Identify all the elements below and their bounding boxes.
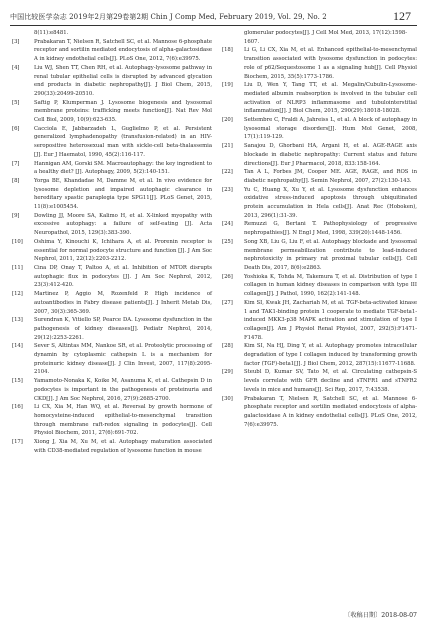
reference-text: Kim SI, Kwak JH, Zachariah M, et al. TGF-beta-activated kinase 1 and TAK1-binding protein 1 cooperate to mediate TGF-beta1-induced MKK3-p38 MAPK activation and stimulation of type I collagen[J]. Am J Physiol Renal Physiol, 2007, 292(5):F1471-F1478. [244, 299, 417, 341]
reference-number: [5] [12, 99, 20, 106]
reference-text: Surendran K, Vitiello SP, Pearce DA. Lysosome dysfunction in the pathogenesis of kidney diseases[J]. Pediatr Nephrol, 2014, 29(12):2253-2261. [34, 317, 212, 341]
reference-text: Yorga BE, Khandadae M, Damme M, et al. In vivo evidence for lysosome depletion and impaired autophagic clearance in hereditary spastic paraplegia type SPG11[J]. PLoS Genet, 2015, 11(8):e1005454. [34, 177, 212, 211]
reference-number: [11] [12, 264, 23, 271]
reference-number: [20] [222, 117, 233, 124]
reference-item [222, 168, 417, 185]
reference-text: Oshima Y, Kinouchi K, Ichihara A, et al. Prorenin receptor is essential for normal podocyte structure and function [J]. J Am Soc Nephrol, 2011, 22(12):2203-2212. [34, 238, 212, 263]
reference-item [12, 99, 212, 125]
reference-text: Remuzzi G, Bertani T. Pathophysiology of progressive nephropathies[J]. N Engl J Med, 1998, 339(20):1448-1456. [244, 221, 417, 237]
reference-number: [19] [222, 82, 233, 89]
reference-column-left [12, 29, 212, 455]
reference-number: [30] [222, 395, 233, 402]
reference-item [222, 81, 417, 116]
reference-number: [7] [12, 160, 20, 167]
running-header [10, 9, 417, 26]
reference-item [222, 116, 417, 142]
reference-text: Kim SI, Na HJ, Ding Y, et al. Autophagy promotes intracellular degradation of type I collagen induced by transforming growth factor (TGF)-beta1[J]. J Biol Chem, 2012, 287(15):11677-11688. [244, 343, 417, 367]
reference-text: Dowling JJ, Moore SA, Kalimo H, et al. X-linked myopathy with excessive autophagy: a failure of self-eating [J]. Acta Neuropathol, 2015, 129(3):383-390. [34, 212, 212, 237]
page-number: 127 [393, 9, 411, 23]
reference-text: Tan A L, Forbes JM, Cooper ME. AGE, RAGE, and ROS in diabetic nephropathy[J]. Semin Nephrol, 2007, 27(2):130-143. [244, 169, 417, 184]
reference-text: Yoshioka K, Tohda M, Takemura T, et al. Distribution of type I collagen in human kidney diseases in comparison with type III collagen[J]. J Pathol, 1990, 162(2):141-148. [244, 273, 417, 298]
reference-number: [14] [12, 343, 23, 350]
reference-text: Li CX, Xia M, Han WQ, et al. Reversal by growth hormone of homocysteine-induced epithelial-to-mesenchymal transition through membrane raft-redox signaling in podocytes[J]. Cell Physiol Biochem, 2011, 27(6):691-702. [34, 404, 212, 437]
reference-item [12, 125, 212, 160]
reference-text: Settembre C, Fraldi A, Jahreiss L, et al. A block of autophagy in lysosomal storage disorders[J]. Hum Mol Genet, 2008, 17(1):119-129. [244, 117, 417, 141]
reference-item [222, 46, 417, 81]
reference-number: [17] [12, 439, 23, 446]
reference-number: [4] [12, 64, 20, 71]
reference-item [12, 160, 212, 177]
reference-text: Cina DP, Onay T, Paltoo A, et al. Inhibition of MTOR disrupts autophagic flux in podocytes [J]. J Am Soc Nephrol, 2012, 23(3):412-420. [34, 264, 212, 289]
reference-item [222, 238, 417, 273]
reference-text: Xiong J, Xia M, Xu M, et al. Autophagy maturation associated with CD38-mediated regulation of lysosome function in mouse [34, 439, 212, 454]
reference-item [12, 38, 212, 64]
reference-item [12, 316, 212, 342]
reference-number: [26] [222, 273, 233, 280]
reference-text: Saftig P, Klumperman J. Lysosome biogenesis and lysosomal membrane proteins: trafficking meets function[J]. Nat Rev Mol Cell Biol, 2009, 10(9):623-635. [34, 99, 212, 124]
reference-text: Song XB, Liu G, Liu F, et al. Autophagy blockade and lysosomal membrane permeabilization contribute to lead-induced nephrotoxicity in primary rat proximal tubular cells[J]. Cell Death Dis, 2017, 8(6):e2863. [244, 238, 417, 271]
reference-item [12, 238, 212, 264]
reference-item [12, 212, 212, 238]
reference-text: Cacciola E, Jabbarzadeh L, Guglielmo P, et al. Persistent generalized lymphadenopathy (transfusion-related) in an HIV-seropositive heterosexual man with sickle-cell beta-thalassemia [J]. Eur J Haematol, 1990, 45(2):116-117. [34, 125, 212, 158]
reference-text: Yamamoto-Nonaka K, Koike M, Asanuma K, et al. Cathepsin D in podocytes is important in the pathogenesis of proteinuria and CKD[J]. J Am Soc Nephrol, 2016, 27(9):2685-2700. [34, 378, 212, 402]
reference-number: [12] [12, 291, 23, 298]
reference-text: Prabakaran T, Nielsen R, Satchell SC, et al. Mannose 6-phosphate receptor and sortilin mediated endocytosis of alpha-galactosidase A in kidney endothelial cells[J]. PLoS One, 2012, 7(6):e39975. [34, 38, 212, 63]
reference-number: [10] [12, 238, 23, 245]
reference-number: [13] [12, 317, 23, 324]
reference-text: Prabakaran T, Nielsen R, Satchell SC, et al. Mannose 6-phosphate receptor and sortilin mediated endocytosis of alpha-galactosidase A in kidney endothelial cells[J]. PLoS One, 2012, 7(6):e39975. [244, 395, 417, 428]
reference-column-right [222, 29, 417, 429]
reference-item [12, 64, 212, 99]
reference-text: Steubl D, Kumar SV, Tato M, et al. Circulating cathepsin-S levels correlate with GFR decline and sTNFR1 and sTNFR2 levels in mice and humans[J]. Sci Rep, 2017, 7:43538. [244, 369, 417, 393]
reference-number: [3] [12, 38, 20, 45]
reference-number: [22] [222, 169, 233, 176]
reference-number: [23] [222, 186, 233, 193]
reference-number: [15] [12, 378, 23, 385]
reference-text: Liu WJ, Shen TT, Chen RH, et al. Autophagy-lysosome pathway in renal tubular epithelial cells is disrupted by advanced glycation end products in diabetic nephropathy[J]. J Biol Chem, 2015, 290(33):20499-20510. [34, 64, 212, 97]
reference-item [12, 264, 212, 290]
reference-continuation: glomerular podocytes[J]. J Cell Mol Med, 2013, 17(12):1598-1607. [244, 30, 408, 45]
reference-text: Li G, Li CX, Xia M, et al. Enhanced epithelial-to-mesenchymal transition associated with lysosome dysfunction in podocytes: role of p62/Sequestosome 1 as a signaling hub[J]. Cell Physiol Biochem, 2015, 35(5):1773-1786. [244, 47, 417, 80]
reference-text: Yu C, Huang X, Xu Y, et al. Lysosome dysfunction enhances oxidative stress-induced apoptosis through ubiquitinated protein accumulation in Hela cells[J]. Anat Rec (Hoboken), 2013, 296(1):31-39. [244, 186, 417, 219]
reference-continuation: 8(11):e8481. [34, 30, 69, 36]
reference-item [222, 299, 417, 343]
reference-number: [28] [222, 343, 233, 350]
reference-item [12, 377, 212, 403]
reference-text: Liu D, Wen Y, Tang TT, et al. Megalin/Cubulin-Lysosome-mediated albumin reabsorption is involved in the tubular cell activation of NLRP3 inflammasome and tubulointerstitial inflammation[J]. J Biol Chem, 2015, 290(29):18018-18028. [244, 82, 417, 115]
reference-text: Hannigan AM, Gorski SM. Macroautophagy: the key ingredient to a healthy diet? [J]. Autophagy, 2009, 5(2):140-151. [34, 160, 212, 176]
reference-item [12, 438, 212, 455]
reference-text: Sever S, Altintas MM, Nankoe SR, et al. Proteolytic processing of dynamin by cytoplasmic cathepsin L is a mechanism for proteinuric kidney disease[J]. J Clin Invest, 2007, 117(8):2095-2104. [34, 343, 212, 376]
reference-number: [29] [222, 369, 233, 376]
reference-text: Martinez P, Aggio M, Rozenfeld P. High incidence of autoantibodies in Fabry disease patients[J]. J Inherit Metab Dis, 2007, 30(3):365-369. [34, 291, 212, 315]
reference-number: [9] [12, 212, 20, 219]
reference-number: [6] [12, 125, 20, 132]
reference-item [222, 342, 417, 368]
reference-item [222, 142, 417, 168]
reference-item [222, 368, 417, 394]
reference-number: [24] [222, 221, 233, 228]
reference-number: [27] [222, 299, 233, 306]
reference-item [12, 177, 212, 212]
reference-item [222, 273, 417, 299]
reference-item [12, 290, 212, 316]
received-date: 〔收稿日期〕2018-08-07 [344, 612, 417, 619]
reference-number: [18] [222, 47, 233, 54]
reference-item [12, 342, 212, 377]
reference-item [222, 220, 417, 237]
reference-item [222, 186, 417, 221]
reference-number: [16] [12, 404, 23, 411]
reference-number: [21] [222, 143, 233, 150]
reference-item [222, 395, 417, 430]
reference-item [12, 403, 212, 438]
reference-number: [8] [12, 177, 20, 184]
reference-text: Sanajou D, Ghorbani HA, Argani H, et al. AGE-RAGE axis blockade in diabetic nephropathy: Current status and future directions[J]. Eur J Pharmacol, 2018, 833:158-164. [244, 143, 417, 167]
journal-header-title: 中国比较医学杂志 2019年2月第29卷第2期 Chin J Comp Med, February 2019, Vol. 29, No. 2 [10, 13, 327, 21]
reference-number: [25] [222, 238, 233, 245]
